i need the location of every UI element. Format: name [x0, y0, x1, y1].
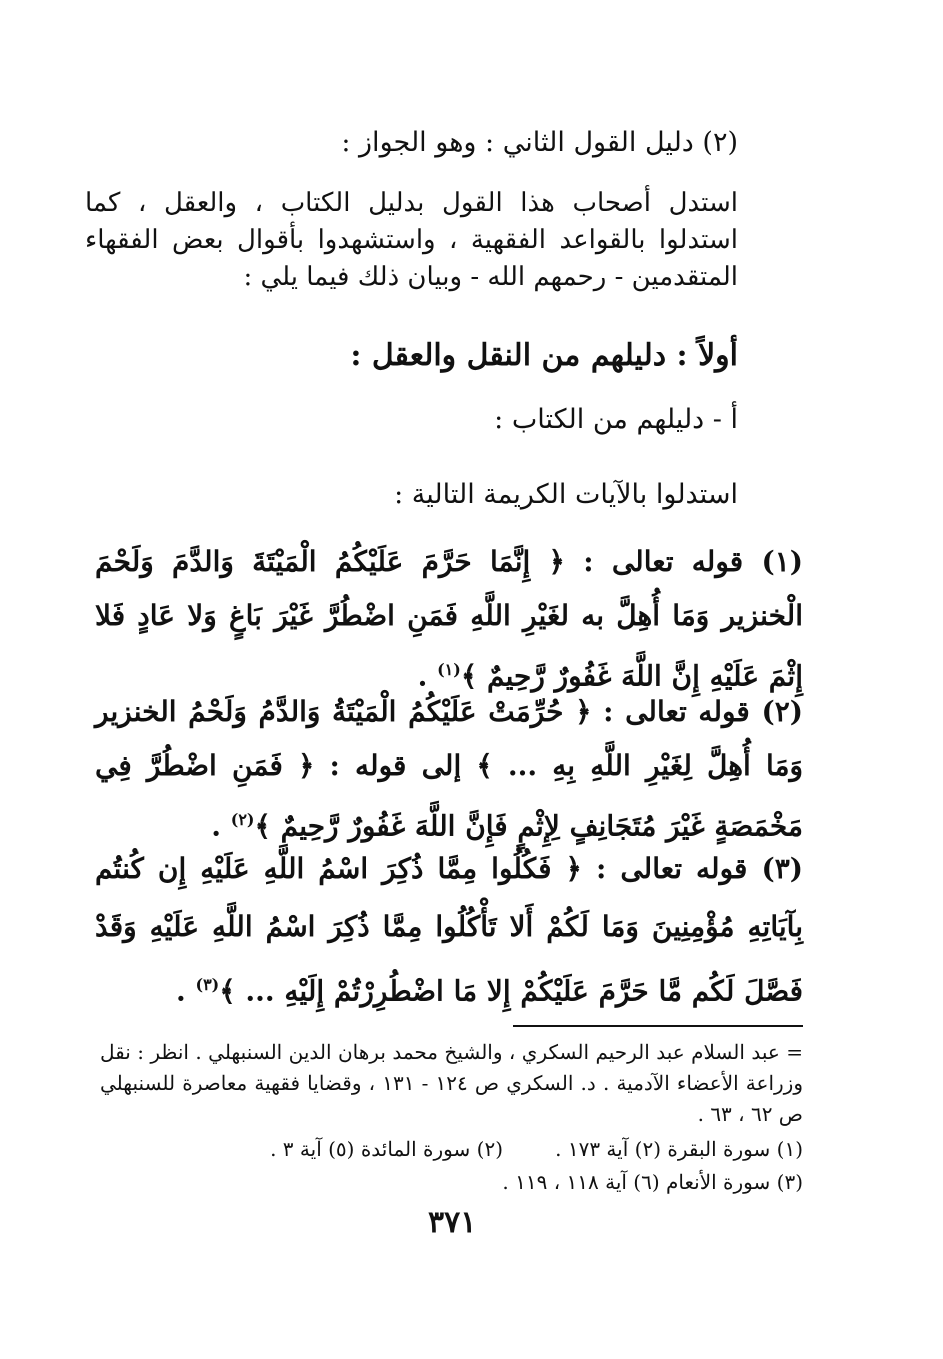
first-heading: أولاً : دليلهم من النقل والعقل : [350, 338, 738, 373]
footnote-3: (٣) سورة الأنعام (٦) آية ١١٨ ، ١١٩ . [502, 1170, 803, 1194]
page-number: ٣٧١ [428, 1205, 477, 1240]
intro-paragraph: استدل أصحاب هذا القول بدليل الكتاب ، والعقل ، كما استدلوا بالقواعد الفقهية ، واستشهدوا بأقوال بعض الفقهاء المتقدمين - رحمهم الله - وبيان ذلك فيما يلي : [85, 188, 738, 292]
verse-3 [95, 840, 803, 1020]
verse-3-footnote-ref: (٣) [195, 975, 220, 994]
verse-2-end: . [211, 809, 231, 843]
footnote-separator [513, 1025, 803, 1027]
verse-1-text: (١) قوله تعالى : ﴿ إِنَّمَا حَرَّمَ عَلَيْكُمُ الْمَيْتَةَ وَالدَّمَ وَلَحْمَ الْخنزير وَمَا أُهِلَّ به لغَيْرِ اللَّهِ فَمَنِ اضْطُرَّ غَيْرَ بَاغٍ وَلا عَادٍ فَلا إِثْمَ عَلَيْهِ إِنَّ اللَّهَ غَفُورٌ رَّحِيمٌ ﴾ [95, 545, 803, 693]
verse-1-footnote-ref: (١) [437, 660, 461, 679]
section-title: (٢) دليل القول الثاني : وهو الجواز : [341, 127, 738, 158]
footnote-1: (١) سورة البقرة (٢) آية ١٧٣ . [555, 1137, 803, 1161]
sub-heading: أ - دليلهم من الكتاب : [494, 404, 738, 435]
verse-1-end: . [417, 659, 438, 693]
footnote-continuation: = عبد السلام عبد الرحيم السكري ، والشيخ محمد برهان الدين السنبهلي . انظر : نقل وزراعة الأعضاء الآدمية . د. السكري ص ١٢٤ - ١٣١ ، وقضايا فقهية معاصرة للسنبهلي ص ٦٢ ، ٦٣ . [100, 1040, 803, 1126]
footnote-2: (٢) سورة المائدة (٥) آية ٣ . [270, 1137, 503, 1161]
verse-2 [95, 685, 803, 853]
verse-1 [95, 535, 803, 703]
verses-intro: استدلوا بالآيات الكريمة التالية : [394, 479, 738, 510]
verse-2-text: (٢) قوله تعالى : ﴿ حُرِّمَتْ عَلَيْكُمُ الْمَيْتَةُ وَالدَّمُ وَلَحْمُ الخنزير وَمَا أُهِلَّ لِغَيْرِ اللَّهِ بِهِ ... ﴾ إلى قوله : ﴿ فَمَنِ اضْطُرَّ فِي مَخْمَصَةٍ غَيْرَ مُتَجَانِفٍ لِإِثْمٍ فَإِنَّ اللَّهَ غَفُورٌ رَّحِيمٌ ﴾ [95, 695, 803, 843]
verse-3-text: (٣) قوله تعالى : ﴿ فَكُلُوا مِمَّا ذُكِرَ اسْمُ اللَّهِ عَلَيْهِ إِن كُنتُم بِآيَاتِهِ مُؤْمِنِينَ وَمَا لَكُمْ أَلا تَأْكُلُوا مِمَّا ذُكِرَ اسْمُ اللَّهِ عَلَيْهِ وَقَدْ فَصَّلَ لَكُم مَّا حَرَّمَ عَلَيْكُمْ إِلا مَا اضْطُرِرْتُمْ إِلَيْهِ ... ﴾ [95, 852, 803, 1008]
verse-3-end: . [176, 974, 196, 1008]
verse-2-footnote-ref: (٢) [230, 810, 255, 829]
